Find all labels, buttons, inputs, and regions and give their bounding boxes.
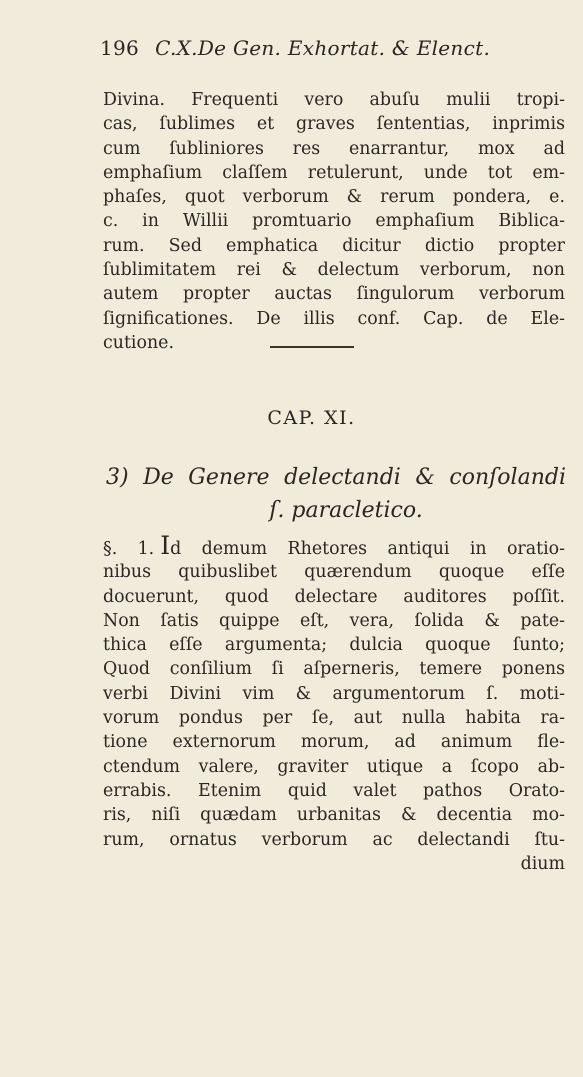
text-line: rum, ornatus verborum ac delectandi ſtu- bbox=[103, 829, 565, 850]
text-line: dium bbox=[520, 853, 565, 874]
text-line: verbi Divini vim & argumentorum ſ. moti- bbox=[103, 683, 565, 704]
text-line: phaſes, quot verborum & rerum pondera, e. bbox=[103, 187, 565, 208]
text-line: rum. Sed emphatica dicitur dictio propter bbox=[103, 235, 565, 256]
section-mark: §. 1. bbox=[103, 539, 155, 559]
page-header bbox=[100, 36, 490, 60]
text-line: ſublimitatem rei & delectum verborum, non bbox=[103, 260, 565, 281]
text-line: vorum pondus per ſe, aut nulla habita ra- bbox=[103, 708, 565, 729]
text-fragment: d demum Rhetores antiqui in oratio- bbox=[170, 539, 566, 559]
section-divider bbox=[270, 346, 354, 348]
text-line: docuerunt, quod delectare auditores poſſit. bbox=[103, 586, 565, 607]
text-line: thica eſſe argumenta; dulcia quoque ſunto; bbox=[103, 635, 565, 656]
text-line: errabis. Etenim quid valet pathos Orato- bbox=[103, 780, 565, 801]
running-title: C.X.De Gen. Exhortat. & Elenct. bbox=[155, 36, 491, 60]
text-line: Non ſatis quippe eſt, vera, ſolida & pate- bbox=[103, 610, 565, 631]
text-line: Quod conſilium ſi aſperneris, temere ponens bbox=[103, 659, 565, 680]
text-line: tione externorum morum, ad animum fle- bbox=[103, 732, 565, 753]
subheading-line: ſ. paracletico. bbox=[269, 498, 423, 523]
text-line: ris, niſi quædam urbanitas & decentia mo- bbox=[103, 805, 565, 826]
section-subheading bbox=[106, 461, 566, 527]
text-line: autem propter auctas ſingulorum verborum bbox=[103, 284, 565, 305]
text-line: ctendum valere, graviter utique a ſcopo ab- bbox=[103, 756, 565, 777]
text-line: nibus quibuslibet quærendum quoque eſſe bbox=[103, 562, 565, 583]
text-line: ſignificationes. De illis conf. Cap. de Ele- bbox=[103, 308, 565, 329]
initial-letter: I bbox=[160, 531, 171, 560]
text-line: Divina. Frequenti vero abuſu mulii tropi- bbox=[103, 90, 565, 110]
page-number: 196 bbox=[100, 36, 140, 60]
text-line: c. in Willii promtuario emphaſium Biblica- bbox=[103, 211, 565, 232]
subheading-line: 3) De Genere delectandi & conſolandi bbox=[106, 465, 566, 490]
text-line: cum ſubliniores res enarrantur, mox ad bbox=[103, 138, 565, 159]
text-line: cas, ſublimes et graves ſententias, inprimis bbox=[103, 114, 565, 135]
paragraph-section-1 bbox=[103, 531, 566, 876]
text-line: cutione. bbox=[103, 332, 174, 353]
text-line bbox=[103, 531, 566, 560]
text-line: emphaſium claſſem retulerunt, unde tot em- bbox=[103, 162, 565, 183]
chapter-heading: CAP. XI. bbox=[267, 407, 356, 429]
paragraph-divina bbox=[103, 88, 565, 355]
